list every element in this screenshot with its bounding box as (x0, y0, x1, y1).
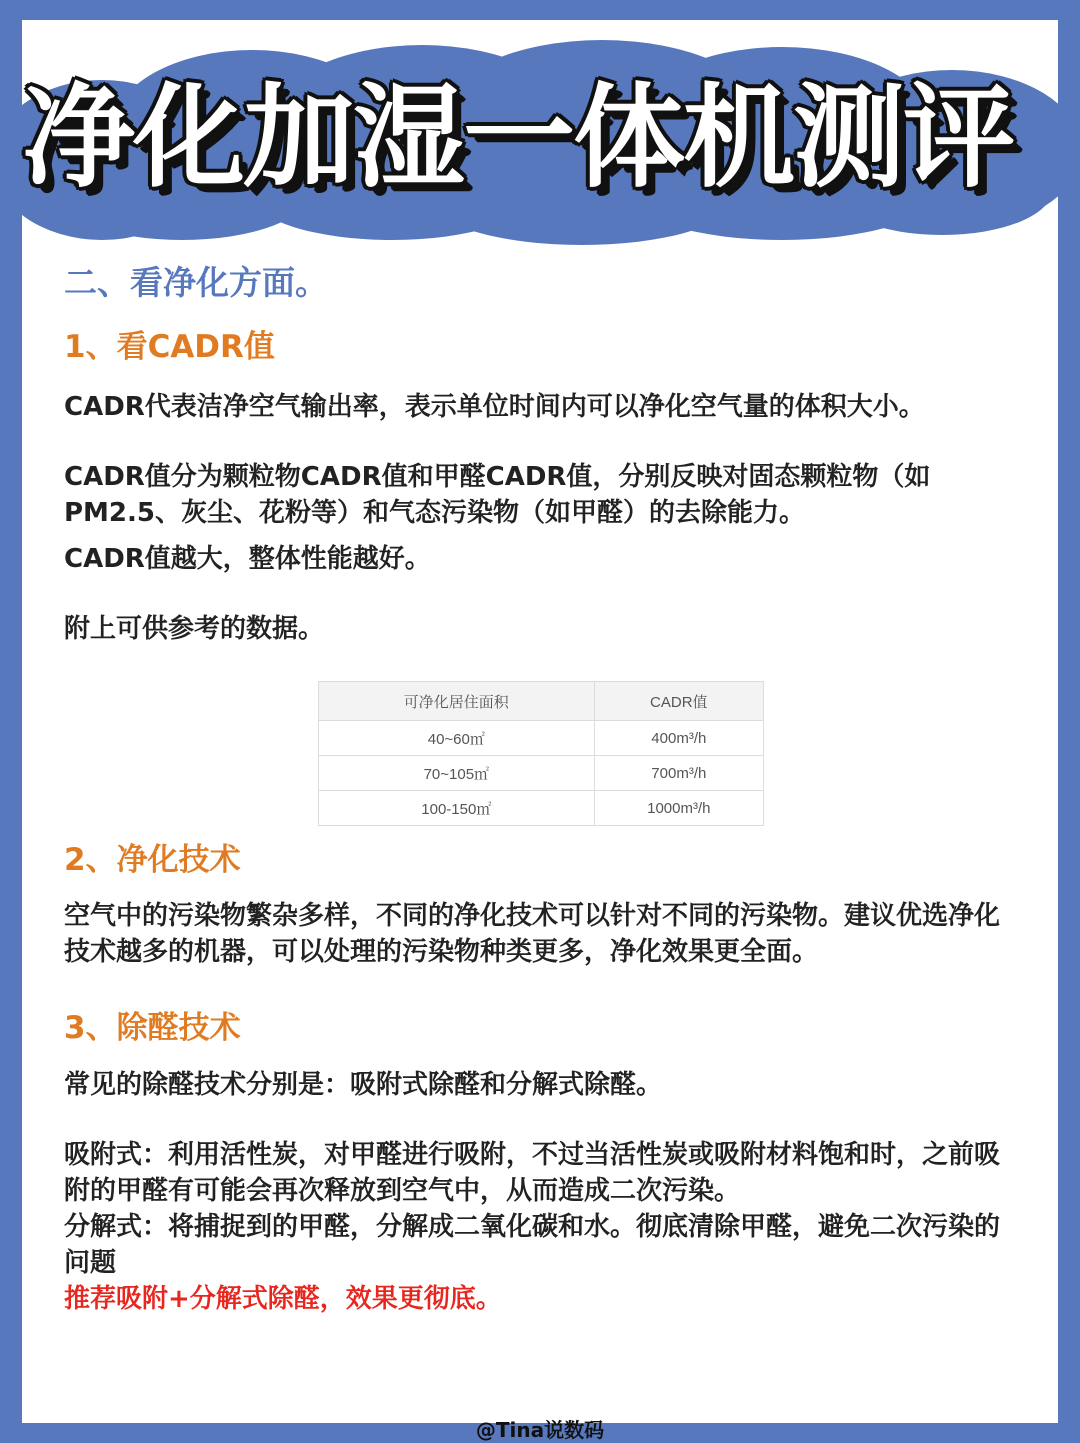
adsorption-paragraph: 吸附式：利用活性炭，对甲醛进行吸附，不过当活性炭或吸附材料饱和时，之前吸附的甲醛有可能会再次释放到空气中，从而造成二次污染。 (64, 1139, 1001, 1206)
cadr-definition: CADR代表洁净空气输出率，表示单位时间内可以净化空气量的体积大小。 (64, 392, 925, 423)
table-cell-cadr: 1000m³/h (594, 791, 763, 826)
table-row (319, 791, 764, 826)
table-header-area: 可净化居住面积 (319, 682, 595, 721)
table-cell-cadr: 400m³/h (594, 721, 763, 756)
formaldehyde-heading: 3、除醛技术 (64, 1010, 241, 1047)
table-cell-area: 40~60㎡ (319, 721, 595, 756)
decomposition-paragraph: 分解式：将捕捉到的甲醛，分解成二氧化碳和水。彻底清除甲醛，避免二次污染的问题 (64, 1211, 1001, 1278)
cadr-reference-note: 附上可供参考的数据。 (64, 614, 325, 645)
table-row (319, 721, 764, 756)
table-row (319, 756, 764, 791)
section-title: 二、看净化方面。 (64, 263, 328, 302)
cadr-heading: 1、看CADR值 (64, 328, 275, 365)
cadr-table-wrap (318, 681, 764, 826)
recommendation-text: 推荐吸附+分解式除醛，效果更彻底。 (64, 1283, 502, 1314)
cadr-conclusion: CADR值越大，整体性能越好。 (64, 544, 431, 575)
formaldehyde-intro: 常见的除醛技术分别是：吸附式除醛和分解式除醛。 (64, 1069, 663, 1100)
main-content (64, 262, 1024, 1317)
banner-title: 净化加湿一体机测评 (23, 73, 1013, 203)
table-header-cadr: CADR值 (594, 682, 763, 721)
cadr-table (318, 681, 764, 826)
table-cell-cadr: 700m³/h (594, 756, 763, 791)
table-header-row (319, 682, 764, 721)
cadr-types: CADR值分为颗粒物CADR值和甲醛CADR值，分别反映对固态颗粒物（如PM2.5、灰尘、花粉等）和气态污染物（如甲醛）的去除能力。 (64, 462, 931, 529)
table-cell-area: 100-150㎡ (319, 791, 595, 826)
author-watermark: @Tina说数码 (475, 1418, 605, 1442)
tech-paragraph: 空气中的污染物繁杂多样，不同的净化技术可以针对不同的污染物。建议优选净化技术越多的机器，可以处理的污染物种类更多，净化效果更全面。 (64, 901, 1001, 968)
table-cell-area: 70~105㎡ (319, 756, 595, 791)
tech-heading: 2、净化技术 (64, 842, 241, 879)
